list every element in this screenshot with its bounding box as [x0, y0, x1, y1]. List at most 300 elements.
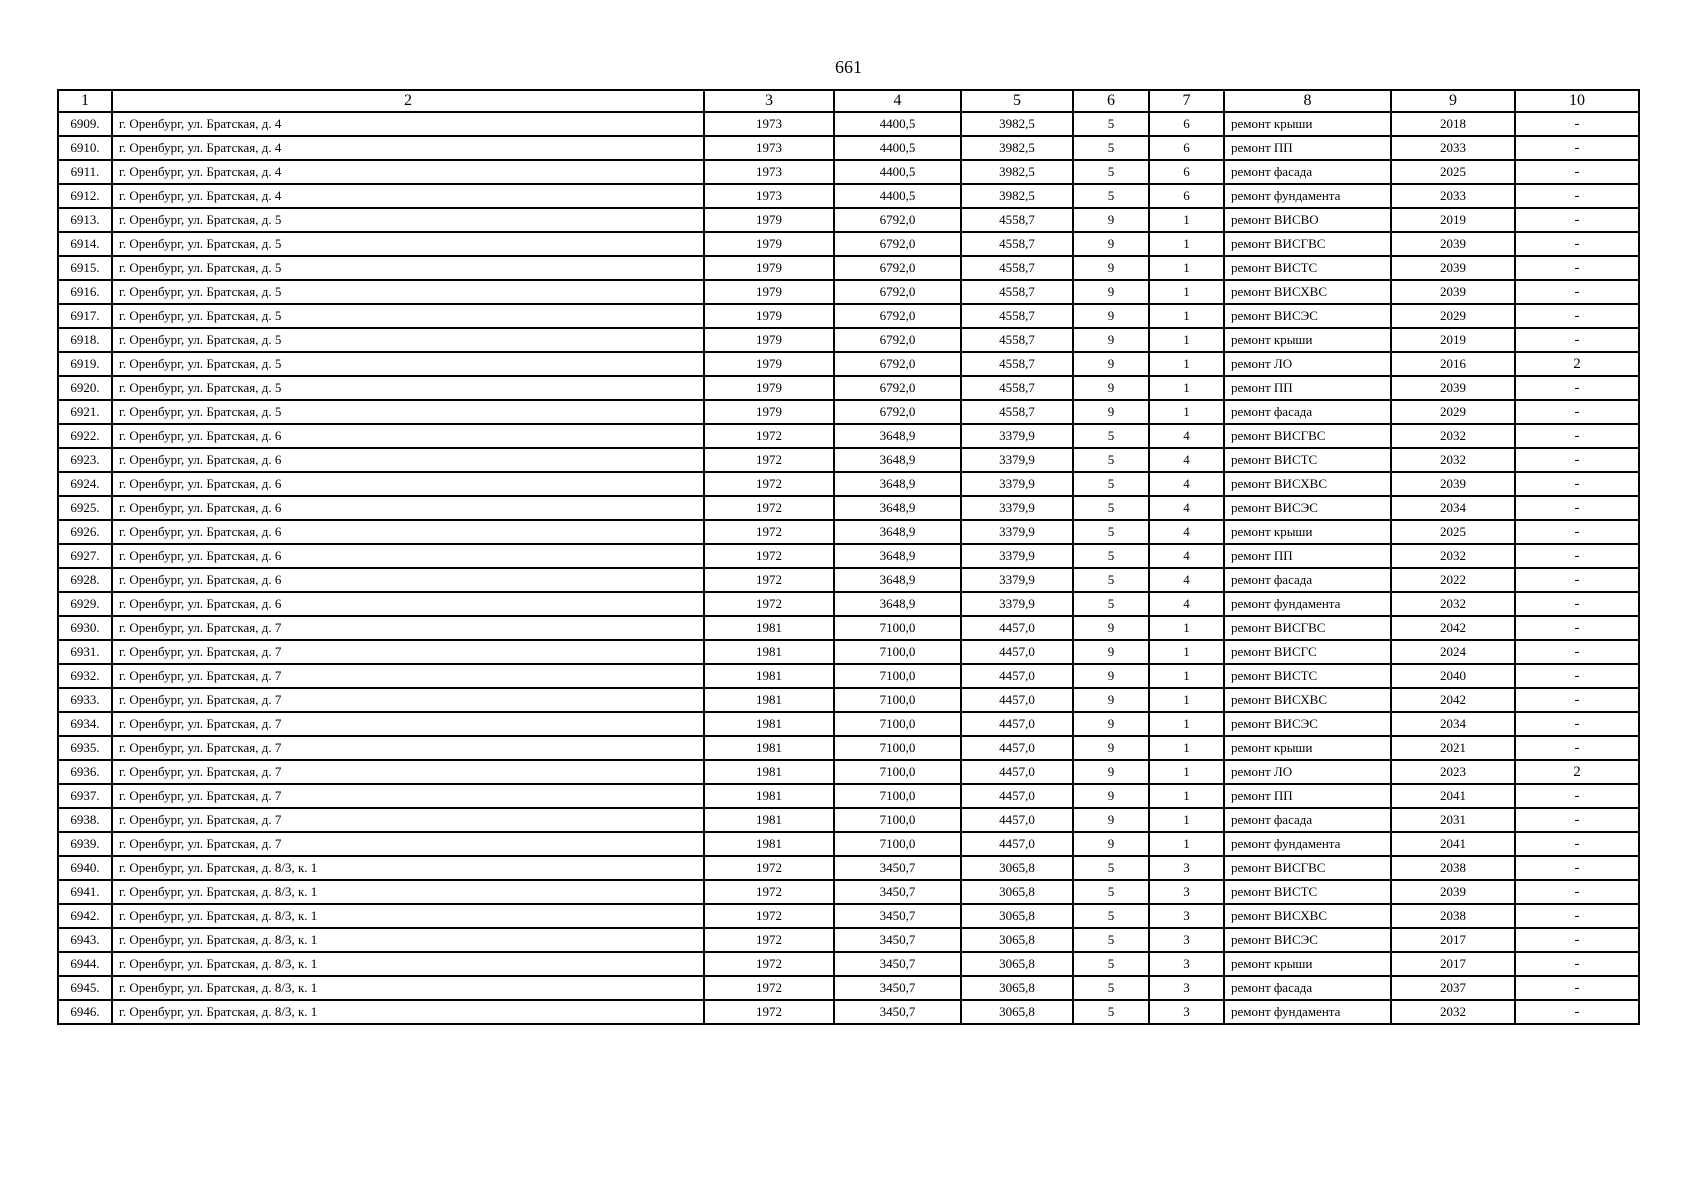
table-cell-col-10: -	[1515, 808, 1639, 832]
column-header-4: 4	[834, 90, 961, 112]
table-cell-col-2: г. Оренбург, ул. Братская, д. 5	[112, 208, 704, 232]
table-cell-col-1: 6945.	[58, 976, 112, 1000]
table-cell-col-7: 4	[1149, 496, 1224, 520]
table-cell-col-8: ремонт фундамента	[1224, 1000, 1391, 1024]
table-cell-col-7: 1	[1149, 352, 1224, 376]
table-cell-col-1: 6919.	[58, 352, 112, 376]
table-cell-col-4: 6792,0	[834, 376, 961, 400]
table-cell-col-2: г. Оренбург, ул. Братская, д. 5	[112, 280, 704, 304]
table-cell-col-2: г. Оренбург, ул. Братская, д. 5	[112, 232, 704, 256]
table-cell-col-5: 4457,0	[961, 808, 1073, 832]
table-cell-col-3: 1973	[704, 160, 834, 184]
table-cell-col-4: 6792,0	[834, 208, 961, 232]
table-cell-col-7: 1	[1149, 808, 1224, 832]
table-cell-col-6: 9	[1073, 784, 1149, 808]
table-row	[58, 616, 1639, 640]
table-cell-col-6: 5	[1073, 880, 1149, 904]
table-cell-col-5: 3982,5	[961, 112, 1073, 136]
table-row	[58, 112, 1639, 136]
table-cell-col-9: 2039	[1391, 280, 1515, 304]
table-cell-col-9: 2033	[1391, 136, 1515, 160]
table-cell-col-6: 9	[1073, 400, 1149, 424]
table-cell-col-6: 5	[1073, 952, 1149, 976]
table-cell-col-3: 1972	[704, 904, 834, 928]
table-cell-col-10: -	[1515, 448, 1639, 472]
table-cell-col-2: г. Оренбург, ул. Братская, д. 5	[112, 328, 704, 352]
table-cell-col-2: г. Оренбург, ул. Братская, д. 5	[112, 400, 704, 424]
table-cell-col-9: 2019	[1391, 328, 1515, 352]
table-row	[58, 208, 1639, 232]
table-cell-col-9: 2029	[1391, 304, 1515, 328]
table-cell-col-8: ремонт ВИСХВС	[1224, 904, 1391, 928]
table-cell-col-10: -	[1515, 688, 1639, 712]
table-cell-col-2: г. Оренбург, ул. Братская, д. 6	[112, 448, 704, 472]
table-cell-col-8: ремонт фасада	[1224, 976, 1391, 1000]
table-cell-col-6: 9	[1073, 208, 1149, 232]
table-cell-col-4: 7100,0	[834, 712, 961, 736]
table-cell-col-5: 3065,8	[961, 880, 1073, 904]
table-cell-col-8: ремонт ВИСЭС	[1224, 304, 1391, 328]
table-cell-col-2: г. Оренбург, ул. Братская, д. 8/3, к. 1	[112, 952, 704, 976]
table-cell-col-10: -	[1515, 496, 1639, 520]
table-cell-col-9: 2040	[1391, 664, 1515, 688]
table-cell-col-3: 1979	[704, 304, 834, 328]
table-cell-col-5: 3379,9	[961, 496, 1073, 520]
table-cell-col-6: 9	[1073, 376, 1149, 400]
table-cell-col-7: 1	[1149, 256, 1224, 280]
table-cell-col-2: г. Оренбург, ул. Братская, д. 6	[112, 544, 704, 568]
table-cell-col-7: 1	[1149, 304, 1224, 328]
table-cell-col-2: г. Оренбург, ул. Братская, д. 7	[112, 664, 704, 688]
table-cell-col-9: 2041	[1391, 784, 1515, 808]
table-cell-col-10: -	[1515, 736, 1639, 760]
table-cell-col-8: ремонт ВИСТС	[1224, 256, 1391, 280]
table-cell-col-2: г. Оренбург, ул. Братская, д. 8/3, к. 1	[112, 928, 704, 952]
table-cell-col-8: ремонт крыши	[1224, 952, 1391, 976]
table-cell-col-7: 1	[1149, 664, 1224, 688]
table-cell-col-2: г. Оренбург, ул. Братская, д. 6	[112, 424, 704, 448]
table-cell-col-9: 2018	[1391, 112, 1515, 136]
table-cell-col-7: 4	[1149, 424, 1224, 448]
table-cell-col-9: 2019	[1391, 208, 1515, 232]
table-cell-col-10: -	[1515, 544, 1639, 568]
table-cell-col-9: 2039	[1391, 472, 1515, 496]
table-cell-col-4: 4400,5	[834, 184, 961, 208]
table-cell-col-4: 3450,7	[834, 856, 961, 880]
table-cell-col-7: 4	[1149, 448, 1224, 472]
table-cell-col-5: 4558,7	[961, 232, 1073, 256]
table-cell-col-1: 6911.	[58, 160, 112, 184]
table-cell-col-9: 2029	[1391, 400, 1515, 424]
table-cell-col-1: 6917.	[58, 304, 112, 328]
column-header-5: 5	[961, 90, 1073, 112]
table-cell-col-8: ремонт ВИСГВС	[1224, 424, 1391, 448]
table-cell-col-7: 4	[1149, 592, 1224, 616]
table-cell-col-3: 1979	[704, 328, 834, 352]
table-cell-col-10: -	[1515, 832, 1639, 856]
table-cell-col-8: ремонт ВИСТС	[1224, 880, 1391, 904]
table-cell-col-3: 1981	[704, 664, 834, 688]
table-cell-col-5: 4558,7	[961, 352, 1073, 376]
table-cell-col-9: 2025	[1391, 520, 1515, 544]
table-cell-col-1: 6916.	[58, 280, 112, 304]
table-cell-col-8: ремонт фундамента	[1224, 832, 1391, 856]
table-cell-col-7: 3	[1149, 856, 1224, 880]
table-row	[58, 592, 1639, 616]
table-cell-col-10: -	[1515, 208, 1639, 232]
table-cell-col-4: 4400,5	[834, 112, 961, 136]
table-cell-col-8: ремонт ВИСЭС	[1224, 496, 1391, 520]
table-cell-col-9: 2038	[1391, 856, 1515, 880]
table-cell-col-2: г. Оренбург, ул. Братская, д. 8/3, к. 1	[112, 880, 704, 904]
table-cell-col-1: 6927.	[58, 544, 112, 568]
table-cell-col-3: 1972	[704, 496, 834, 520]
table-cell-col-6: 5	[1073, 592, 1149, 616]
table-cell-col-3: 1979	[704, 256, 834, 280]
table-cell-col-7: 1	[1149, 640, 1224, 664]
table-cell-col-7: 1	[1149, 784, 1224, 808]
table-cell-col-10: -	[1515, 256, 1639, 280]
table-row	[58, 856, 1639, 880]
table-cell-col-4: 3450,7	[834, 880, 961, 904]
table-cell-col-7: 4	[1149, 472, 1224, 496]
header-row	[58, 90, 1639, 112]
table-cell-col-6: 9	[1073, 352, 1149, 376]
table-row	[58, 400, 1639, 424]
table-cell-col-2: г. Оренбург, ул. Братская, д. 8/3, к. 1	[112, 976, 704, 1000]
table-cell-col-9: 2042	[1391, 688, 1515, 712]
repair-schedule-table	[57, 89, 1640, 1025]
table-cell-col-10: -	[1515, 592, 1639, 616]
table-cell-col-5: 4558,7	[961, 304, 1073, 328]
table-cell-col-8: ремонт ЛО	[1224, 352, 1391, 376]
column-header-10: 10	[1515, 90, 1639, 112]
table-cell-col-1: 6928.	[58, 568, 112, 592]
table-cell-col-3: 1972	[704, 952, 834, 976]
table-cell-col-7: 6	[1149, 112, 1224, 136]
table-cell-col-1: 6922.	[58, 424, 112, 448]
table-cell-col-10: -	[1515, 568, 1639, 592]
table-cell-col-1: 6912.	[58, 184, 112, 208]
table-row	[58, 928, 1639, 952]
table-cell-col-5: 4558,7	[961, 280, 1073, 304]
table-cell-col-9: 2033	[1391, 184, 1515, 208]
table-cell-col-2: г. Оренбург, ул. Братская, д. 7	[112, 616, 704, 640]
table-cell-col-7: 3	[1149, 880, 1224, 904]
table-cell-col-8: ремонт ВИСГВС	[1224, 856, 1391, 880]
table-cell-col-10: -	[1515, 976, 1639, 1000]
table-cell-col-8: ремонт фундамента	[1224, 184, 1391, 208]
table-cell-col-4: 7100,0	[834, 808, 961, 832]
table-cell-col-10: -	[1515, 640, 1639, 664]
table-row	[58, 280, 1639, 304]
table-cell-col-6: 9	[1073, 232, 1149, 256]
table-row	[58, 496, 1639, 520]
table-cell-col-10: -	[1515, 112, 1639, 136]
column-header-6: 6	[1073, 90, 1149, 112]
table-cell-col-4: 6792,0	[834, 304, 961, 328]
table-cell-col-7: 1	[1149, 688, 1224, 712]
table-cell-col-4: 6792,0	[834, 400, 961, 424]
table-cell-col-5: 4558,7	[961, 208, 1073, 232]
table-row	[58, 304, 1639, 328]
table-cell-col-3: 1981	[704, 712, 834, 736]
table-cell-col-5: 4558,7	[961, 376, 1073, 400]
table-cell-col-3: 1973	[704, 112, 834, 136]
table-cell-col-5: 3982,5	[961, 160, 1073, 184]
table-row	[58, 352, 1639, 376]
table-row	[58, 664, 1639, 688]
table-cell-col-9: 2039	[1391, 232, 1515, 256]
table-cell-col-10: -	[1515, 136, 1639, 160]
table-cell-col-4: 6792,0	[834, 328, 961, 352]
table-cell-col-3: 1981	[704, 784, 834, 808]
table-cell-col-6: 9	[1073, 280, 1149, 304]
table-cell-col-9: 2022	[1391, 568, 1515, 592]
table-cell-col-2: г. Оренбург, ул. Братская, д. 5	[112, 376, 704, 400]
table-cell-col-4: 4400,5	[834, 136, 961, 160]
table-cell-col-3: 1979	[704, 400, 834, 424]
table-cell-col-7: 1	[1149, 208, 1224, 232]
table-row	[58, 520, 1639, 544]
table-cell-col-2: г. Оренбург, ул. Братская, д. 7	[112, 784, 704, 808]
table-cell-col-9: 2034	[1391, 712, 1515, 736]
table-cell-col-5: 4457,0	[961, 736, 1073, 760]
table-cell-col-5: 4558,7	[961, 328, 1073, 352]
table-cell-col-4: 7100,0	[834, 688, 961, 712]
table-cell-col-1: 6943.	[58, 928, 112, 952]
table-cell-col-2: г. Оренбург, ул. Братская, д. 6	[112, 472, 704, 496]
table-cell-col-1: 6909.	[58, 112, 112, 136]
table-cell-col-5: 3379,9	[961, 472, 1073, 496]
table-cell-col-7: 4	[1149, 568, 1224, 592]
table-cell-col-6: 5	[1073, 904, 1149, 928]
table-cell-col-3: 1979	[704, 376, 834, 400]
table-cell-col-3: 1973	[704, 136, 834, 160]
table-cell-col-7: 3	[1149, 928, 1224, 952]
table-cell-col-3: 1972	[704, 1000, 834, 1024]
table-cell-col-8: ремонт ВИСГВС	[1224, 232, 1391, 256]
table-cell-col-8: ремонт ВИСТС	[1224, 448, 1391, 472]
table-cell-col-2: г. Оренбург, ул. Братская, д. 8/3, к. 1	[112, 1000, 704, 1024]
table-row	[58, 688, 1639, 712]
table-cell-col-6: 9	[1073, 808, 1149, 832]
table-cell-col-2: г. Оренбург, ул. Братская, д. 6	[112, 568, 704, 592]
table-cell-col-6: 5	[1073, 472, 1149, 496]
table-cell-col-3: 1972	[704, 592, 834, 616]
table-cell-col-3: 1981	[704, 736, 834, 760]
table-cell-col-3: 1981	[704, 688, 834, 712]
table-cell-col-5: 4457,0	[961, 664, 1073, 688]
table-cell-col-5: 4558,7	[961, 256, 1073, 280]
table-cell-col-4: 3450,7	[834, 904, 961, 928]
table-cell-col-8: ремонт фундамента	[1224, 592, 1391, 616]
table-cell-col-2: г. Оренбург, ул. Братская, д. 7	[112, 688, 704, 712]
table-cell-col-2: г. Оренбург, ул. Братская, д. 6	[112, 592, 704, 616]
column-header-2: 2	[112, 90, 704, 112]
table-cell-col-4: 3648,9	[834, 424, 961, 448]
table-row	[58, 904, 1639, 928]
table-row	[58, 544, 1639, 568]
table-cell-col-6: 5	[1073, 544, 1149, 568]
table-cell-col-5: 3065,8	[961, 976, 1073, 1000]
table-cell-col-5: 4457,0	[961, 832, 1073, 856]
table-cell-col-10: -	[1515, 712, 1639, 736]
table-cell-col-1: 6925.	[58, 496, 112, 520]
table-cell-col-4: 7100,0	[834, 736, 961, 760]
table-cell-col-2: г. Оренбург, ул. Братская, д. 8/3, к. 1	[112, 904, 704, 928]
table-cell-col-3: 1972	[704, 928, 834, 952]
table-cell-col-5: 3065,8	[961, 952, 1073, 976]
table-cell-col-4: 6792,0	[834, 280, 961, 304]
table-cell-col-1: 6934.	[58, 712, 112, 736]
table-cell-col-9: 2025	[1391, 160, 1515, 184]
table-cell-col-7: 6	[1149, 184, 1224, 208]
table-cell-col-1: 6938.	[58, 808, 112, 832]
table-cell-col-1: 6946.	[58, 1000, 112, 1024]
table-cell-col-1: 6929.	[58, 592, 112, 616]
table-cell-col-7: 4	[1149, 520, 1224, 544]
table-cell-col-5: 3982,5	[961, 184, 1073, 208]
table-cell-col-3: 1979	[704, 208, 834, 232]
table-cell-col-10: -	[1515, 400, 1639, 424]
table-cell-col-9: 2024	[1391, 640, 1515, 664]
table-cell-col-1: 6933.	[58, 688, 112, 712]
table-cell-col-10: -	[1515, 472, 1639, 496]
table-cell-col-4: 3648,9	[834, 544, 961, 568]
table-cell-col-6: 5	[1073, 448, 1149, 472]
table-cell-col-4: 7100,0	[834, 640, 961, 664]
table-cell-col-4: 3450,7	[834, 1000, 961, 1024]
table-cell-col-6: 5	[1073, 112, 1149, 136]
table-cell-col-7: 3	[1149, 1000, 1224, 1024]
table-cell-col-7: 3	[1149, 904, 1224, 928]
table-cell-col-5: 4457,0	[961, 616, 1073, 640]
table-cell-col-2: г. Оренбург, ул. Братская, д. 4	[112, 136, 704, 160]
table-cell-col-5: 3379,9	[961, 592, 1073, 616]
column-header-8: 8	[1224, 90, 1391, 112]
table-cell-col-10: -	[1515, 328, 1639, 352]
table-cell-col-7: 1	[1149, 280, 1224, 304]
table-cell-col-1: 6942.	[58, 904, 112, 928]
table-cell-col-6: 9	[1073, 736, 1149, 760]
table-cell-col-5: 4457,0	[961, 712, 1073, 736]
table-cell-col-2: г. Оренбург, ул. Братская, д. 4	[112, 184, 704, 208]
table-cell-col-2: г. Оренбург, ул. Братская, д. 7	[112, 736, 704, 760]
table-cell-col-6: 5	[1073, 976, 1149, 1000]
table-cell-col-6: 5	[1073, 1000, 1149, 1024]
table-cell-col-4: 6792,0	[834, 352, 961, 376]
table-cell-col-9: 2017	[1391, 928, 1515, 952]
table-cell-col-1: 6935.	[58, 736, 112, 760]
table-cell-col-10: -	[1515, 424, 1639, 448]
table-cell-col-8: ремонт ВИСГВС	[1224, 616, 1391, 640]
table-cell-col-7: 4	[1149, 544, 1224, 568]
table-cell-col-9: 2032	[1391, 544, 1515, 568]
table-cell-col-9: 2016	[1391, 352, 1515, 376]
table-cell-col-10: -	[1515, 928, 1639, 952]
column-header-7: 7	[1149, 90, 1224, 112]
table-cell-col-10: -	[1515, 520, 1639, 544]
table-row	[58, 136, 1639, 160]
table-cell-col-1: 6932.	[58, 664, 112, 688]
table-cell-col-9: 2017	[1391, 952, 1515, 976]
table-cell-col-6: 5	[1073, 520, 1149, 544]
table-cell-col-6: 5	[1073, 424, 1149, 448]
table-cell-col-3: 1972	[704, 856, 834, 880]
table-cell-col-4: 3648,9	[834, 448, 961, 472]
table-cell-col-9: 2021	[1391, 736, 1515, 760]
table-cell-col-3: 1972	[704, 544, 834, 568]
table-cell-col-3: 1972	[704, 976, 834, 1000]
table-cell-col-5: 3379,9	[961, 544, 1073, 568]
table-cell-col-3: 1981	[704, 832, 834, 856]
table-cell-col-9: 2034	[1391, 496, 1515, 520]
table-cell-col-2: г. Оренбург, ул. Братская, д. 4	[112, 112, 704, 136]
table-cell-col-4: 7100,0	[834, 616, 961, 640]
table-cell-col-1: 6931.	[58, 640, 112, 664]
table-cell-col-2: г. Оренбург, ул. Братская, д. 6	[112, 520, 704, 544]
table-cell-col-8: ремонт ПП	[1224, 784, 1391, 808]
table-cell-col-10: -	[1515, 376, 1639, 400]
column-header-9: 9	[1391, 90, 1515, 112]
table-cell-col-5: 3982,5	[961, 136, 1073, 160]
table-cell-col-8: ремонт крыши	[1224, 328, 1391, 352]
table-cell-col-2: г. Оренбург, ул. Братская, д. 7	[112, 808, 704, 832]
table-cell-col-3: 1979	[704, 280, 834, 304]
table-cell-col-5: 4457,0	[961, 640, 1073, 664]
table-cell-col-7: 1	[1149, 712, 1224, 736]
table-cell-col-4: 3648,9	[834, 472, 961, 496]
table-cell-col-2: г. Оренбург, ул. Братская, д. 6	[112, 496, 704, 520]
table-cell-col-6: 9	[1073, 616, 1149, 640]
table-cell-col-5: 3065,8	[961, 904, 1073, 928]
table-cell-col-1: 6921.	[58, 400, 112, 424]
table-cell-col-1: 6920.	[58, 376, 112, 400]
table-row	[58, 880, 1639, 904]
table-cell-col-1: 6914.	[58, 232, 112, 256]
table-cell-col-9: 2037	[1391, 976, 1515, 1000]
table-cell-col-9: 2032	[1391, 424, 1515, 448]
table-cell-col-8: ремонт фасада	[1224, 400, 1391, 424]
table-cell-col-8: ремонт фасада	[1224, 160, 1391, 184]
table-cell-col-4: 7100,0	[834, 760, 961, 784]
table-row	[58, 1000, 1639, 1024]
table-cell-col-7: 1	[1149, 232, 1224, 256]
table-cell-col-7: 1	[1149, 328, 1224, 352]
table-row	[58, 424, 1639, 448]
table-row	[58, 448, 1639, 472]
table-cell-col-4: 3648,9	[834, 496, 961, 520]
table-row	[58, 832, 1639, 856]
table-cell-col-4: 3450,7	[834, 976, 961, 1000]
table-cell-col-8: ремонт ВИСТС	[1224, 664, 1391, 688]
table-row	[58, 952, 1639, 976]
table-cell-col-4: 6792,0	[834, 232, 961, 256]
table-cell-col-1: 6910.	[58, 136, 112, 160]
table-cell-col-1: 6923.	[58, 448, 112, 472]
table-cell-col-1: 6941.	[58, 880, 112, 904]
column-header-1: 1	[58, 90, 112, 112]
table-cell-col-3: 1981	[704, 808, 834, 832]
table-cell-col-1: 6926.	[58, 520, 112, 544]
table-cell-col-1: 6913.	[58, 208, 112, 232]
table-cell-col-9: 2031	[1391, 808, 1515, 832]
table-cell-col-10: -	[1515, 664, 1639, 688]
table-cell-col-2: г. Оренбург, ул. Братская, д. 5	[112, 304, 704, 328]
table-cell-col-7: 1	[1149, 832, 1224, 856]
column-header-3: 3	[704, 90, 834, 112]
